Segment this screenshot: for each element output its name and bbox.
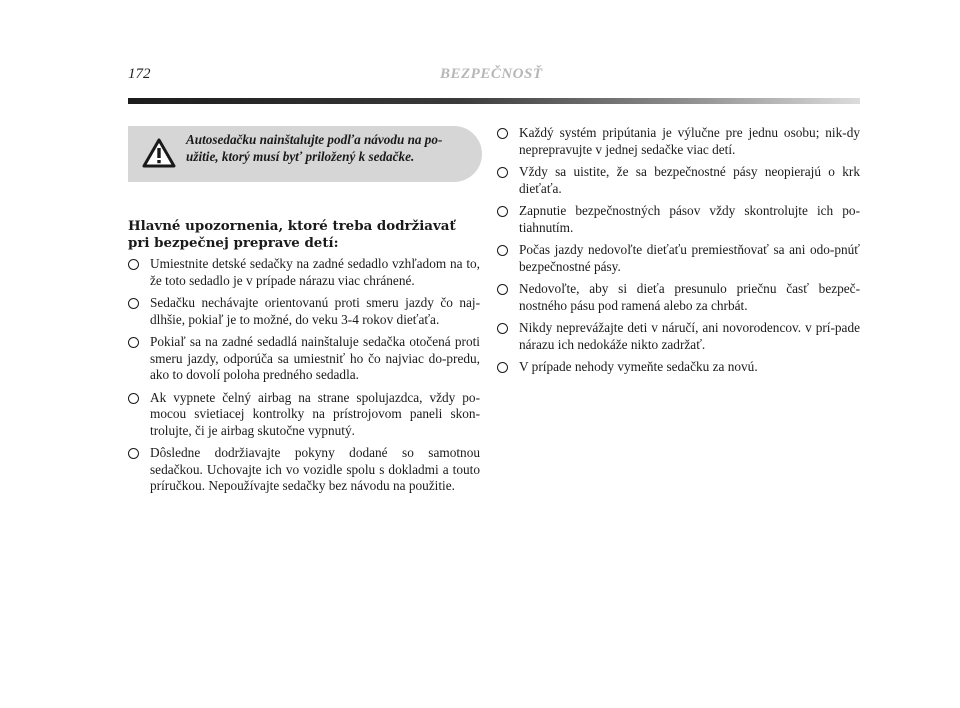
list-item-text: Sedačku nechávajte orientovanú proti smeru jazdy čo naj-dlhšie, pokiaľ je to možné, do veku 3-4 rokov dieťaťa. xyxy=(150,295,480,327)
list-item-text: Vždy sa uistite, že sa bezpečnostné pásy neopierajú o krk dieťaťa. xyxy=(519,164,860,196)
section-title: BEZPEČNOSŤ xyxy=(440,66,543,82)
list-item xyxy=(128,256,480,289)
left-bullet-list xyxy=(128,256,480,495)
list-item-text: Umiestnite detské sedačky na zadné sedadlo vzhľadom na to, že toto sedadlo je v prípade nárazu viac chránené. xyxy=(150,256,480,288)
circle-bullet-icon xyxy=(497,206,508,217)
header-rule xyxy=(128,98,860,104)
right-column xyxy=(497,125,860,382)
list-item-text: Zapnutie bezpečnostných pásov vždy skontrolujte ich po-tiahnutím. xyxy=(519,203,860,235)
warning-triangle-icon xyxy=(142,138,176,168)
list-item-text: Nikdy neprevážajte deti v náručí, ani novorodencov. v prí-pade nárazu ich nedokáže nikto zadržať. xyxy=(519,320,860,352)
list-item xyxy=(128,390,480,440)
list-heading: Hlavné upozornenia, ktoré treba dodržiavať pri bezpečnej preprave detí: xyxy=(128,218,456,251)
list-item xyxy=(128,445,480,495)
list-item-text: Dôsledne dodržiavajte pokyny dodané so samotnou sedačkou. Uchovajte ich vo vozidle spolu s dokladmi a touto príručkou. Nepoužívajte sedačky bez návodu na použitie. xyxy=(150,445,480,493)
list-item-text: Ak vypnete čelný airbag na strane spolujazdca, vždy po-mocou svietiacej kontrolky na prístrojovom paneli skon-trolujte, či je airbag skutočne vypnutý. xyxy=(150,389,480,438)
circle-bullet-icon xyxy=(128,259,139,270)
list-item-text: Nedovoľte, aby si dieťa presunulo priečnu časť bezpeč-nostného pásu pod ramená alebo za chrbát. xyxy=(519,281,860,313)
circle-bullet-icon xyxy=(497,323,508,334)
right-bullet-list xyxy=(497,125,860,376)
circle-bullet-icon xyxy=(497,245,508,256)
list-item xyxy=(128,334,480,384)
circle-bullet-icon xyxy=(128,298,139,309)
circle-bullet-icon xyxy=(497,167,508,178)
list-item xyxy=(497,242,860,275)
list-item xyxy=(497,164,860,197)
list-item-text: V prípade nehody vymeňte sedačku za novú. xyxy=(519,359,758,374)
list-item xyxy=(497,125,860,158)
circle-bullet-icon xyxy=(497,128,508,139)
list-item xyxy=(497,320,860,353)
list-item-text: Každý systém pripútania je výlučne pre jednu osobu; nik-dy neprepravujte v jednej sedačke viac detí. xyxy=(519,125,860,157)
list-item xyxy=(128,295,480,328)
circle-bullet-icon xyxy=(128,337,139,348)
circle-bullet-icon xyxy=(497,284,508,295)
circle-bullet-icon xyxy=(128,448,139,459)
list-item xyxy=(497,281,860,314)
page-number: 172 xyxy=(128,66,151,82)
list-item-text: Pokiaľ sa na zadné sedadlá nainštaluje sedačka otočená proti smeru jazdy, odporúča sa umiestniť ho čo najviac do-predu, ako to dovolí poloha predného sedadla. xyxy=(150,334,480,382)
circle-bullet-icon xyxy=(128,393,139,404)
circle-bullet-icon xyxy=(497,362,508,373)
left-column xyxy=(128,218,480,501)
warning-box xyxy=(128,126,482,182)
list-item-text: Počas jazdy nedovoľte dieťaťu premiestňovať sa ani odo-pnúť bezpečnostné pásy. xyxy=(519,242,860,274)
list-item xyxy=(497,359,860,376)
warning-text: Autosedačku nainštalujte podľa návodu na po-užitie, ktorý musí byť priložený k sedačke. xyxy=(186,132,443,164)
list-item xyxy=(497,203,860,236)
